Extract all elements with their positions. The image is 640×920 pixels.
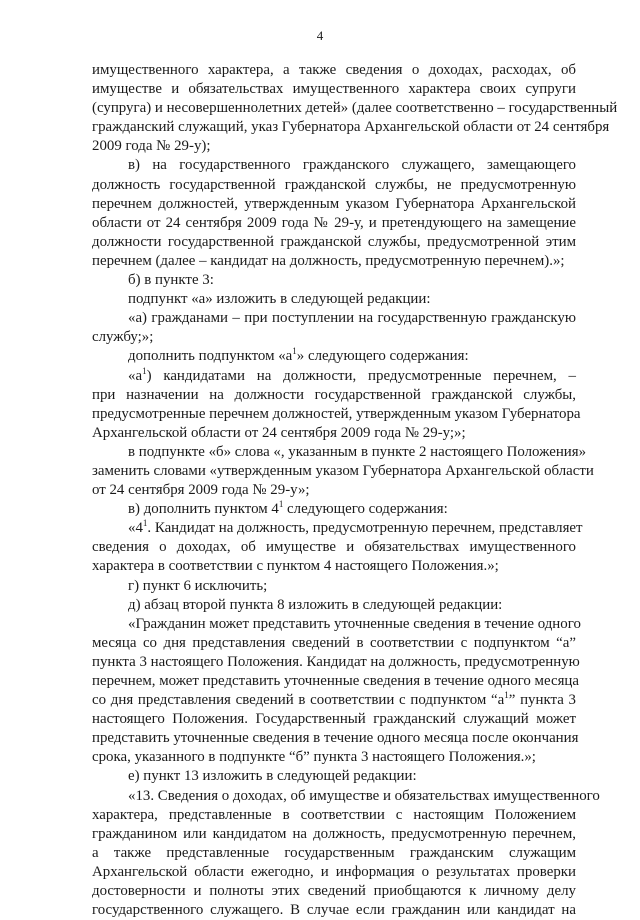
text-line xyxy=(92,901,576,920)
line-text-continued: следующего содержания: xyxy=(283,501,448,518)
line-text: предусмотренные перечнем должностей, утвержденным указом Губернатора xyxy=(92,405,581,422)
line-text: «а) гражданами – при поступлении на государственную гражданскую xyxy=(128,310,576,327)
line-text: области от 24 сентября 2009 года № 29-у, и претендующего на замещение xyxy=(92,214,576,231)
text-line xyxy=(92,367,576,386)
text-line xyxy=(92,500,576,519)
text-line xyxy=(92,634,576,653)
text-line xyxy=(92,252,576,271)
line-text: гражданский служащий, указ Губернатора Архангельской области от 24 сентября xyxy=(92,119,610,136)
text-line xyxy=(92,577,576,596)
text-line xyxy=(92,825,576,844)
line-text: представить уточненные сведения в течение одного месяца после окончания xyxy=(92,730,579,747)
line-text: от 24 сентября 2009 года № 29-у»; xyxy=(92,482,310,499)
text-line xyxy=(92,347,576,366)
line-text: 2009 года № 29-у); xyxy=(92,138,211,155)
line-text: месяца со дня представления сведений в соответствии с подпунктом “а” xyxy=(92,634,576,651)
text-line xyxy=(92,557,576,576)
line-text: б) в пункте 3: xyxy=(128,272,214,289)
line-text: характера, представленные в соответствии с настоящим Положением xyxy=(92,806,576,823)
body-text xyxy=(92,61,618,920)
line-text-continued: » следующего содержания: xyxy=(296,348,469,365)
line-text: достоверности и полноты этих сведений приобщаются к личному делу xyxy=(92,883,576,900)
page-number: 4 xyxy=(316,28,324,43)
superscript: 1 xyxy=(278,499,284,510)
text-line xyxy=(92,443,587,462)
line-text-continued: ” пункта 3 xyxy=(508,692,576,709)
text-line xyxy=(92,729,579,748)
line-text: Архангельской области от 24 сентября 2009 года № 29-у;»; xyxy=(92,424,466,441)
text-line xyxy=(92,271,576,290)
line-text: «4 xyxy=(128,520,143,537)
text-line xyxy=(92,61,576,80)
line-text: должности государственной гражданской службы, предусмотренной этим xyxy=(92,233,576,250)
text-line xyxy=(92,99,618,118)
line-text: а также представленные государственным гражданским служащим xyxy=(92,844,576,861)
superscript: 1 xyxy=(292,346,297,357)
text-line xyxy=(92,481,576,500)
text-line xyxy=(92,386,576,405)
text-line xyxy=(92,882,576,901)
text-line xyxy=(92,309,576,328)
line-text: дополнить подпунктом «а xyxy=(128,348,293,365)
line-text: должность государственной гражданской службы, не предусмотренную xyxy=(92,176,576,193)
superscript: 1 xyxy=(142,365,147,376)
line-text: службу;»; xyxy=(92,329,154,346)
text-line xyxy=(92,863,576,882)
line-text: «а xyxy=(128,367,143,384)
text-line xyxy=(92,672,579,691)
line-text: перечнем (далее – кандидат на должность, предусмотренную перечнем).»; xyxy=(92,252,565,269)
text-line xyxy=(92,615,581,634)
superscript: 1 xyxy=(504,690,509,701)
text-line xyxy=(92,424,576,443)
line-text: со дня представления сведений в соответствии с подпунктом “а xyxy=(92,692,505,709)
text-line xyxy=(92,538,576,557)
line-text: д) абзац второй пункта 8 изложить в следующей редакции: xyxy=(128,596,503,613)
text-line xyxy=(92,233,576,252)
line-text: заменить словами «утвержденным указом Губернатора Архангельской области xyxy=(92,462,594,479)
line-text: перечнем должностей, утвержденным указом Губернатора Архангельской xyxy=(92,195,576,212)
line-text: сведения о доходах, об имуществе и обязательствах имущественного xyxy=(92,539,576,556)
text-line xyxy=(92,195,576,214)
text-line xyxy=(92,137,576,156)
text-line xyxy=(92,844,576,863)
line-text: подпункт «а» изложить в следующей редакции: xyxy=(128,291,431,308)
line-text: гражданином или кандидатом на должность, предусмотренную перечнем, xyxy=(92,825,576,842)
text-line xyxy=(92,462,594,481)
line-text: имуществе и обязательствах имущественного характера своих супруги xyxy=(92,81,576,98)
text-line xyxy=(92,328,576,347)
text-line xyxy=(92,290,576,309)
line-text-continued: . Кандидат на должность, предусмотренную перечнем, представляет xyxy=(147,520,583,537)
text-line xyxy=(92,653,580,672)
line-text: «13. Сведения о доходах, об имуществе и обязательствах имущественного xyxy=(128,787,600,804)
text-line xyxy=(92,176,576,195)
text-line xyxy=(92,80,576,99)
line-text-continued: ) кандидатами на должности, предусмотренные перечнем, – xyxy=(146,367,576,384)
line-text: в подпункте «б» слова «, указанным в пункте 2 настоящего Положения» xyxy=(128,443,587,460)
text-line xyxy=(92,596,576,615)
superscript: 1 xyxy=(142,518,148,529)
line-text: е) пункт 13 изложить в следующей редакции: xyxy=(128,768,417,785)
text-line xyxy=(92,787,600,806)
line-text: в) дополнить пунктом 4 xyxy=(128,501,279,518)
line-text: настоящего Положения. Государственный гражданский служащий может xyxy=(92,711,576,728)
line-text: пункта 3 настоящего Положения. Кандидат на должность, предусмотренную xyxy=(92,653,580,670)
text-line xyxy=(92,767,576,786)
text-line xyxy=(92,156,576,175)
text-line xyxy=(92,405,581,424)
line-text: имущественного характера, а также сведения о доходах, расходах, об xyxy=(92,62,576,78)
text-line xyxy=(92,518,583,538)
line-text: характера в соответствии с пунктом 4 настоящего Положения.»; xyxy=(92,558,499,575)
line-text: перечнем, может представить уточненные сведения в течение одного месяца xyxy=(92,673,579,689)
text-line xyxy=(92,710,576,729)
line-text: Архангельской области ежегодно, и информация о результатах проверки xyxy=(92,863,576,880)
line-text: в) на государственного гражданского служащего, замещающего xyxy=(128,157,576,174)
line-text: срока, указанного в подпункте “б” пункта 3 настоящего Положения.»; xyxy=(92,749,536,766)
line-text: (супруга) и несовершеннолетних детей» (далее соответственно – государственный xyxy=(92,100,618,117)
text-line xyxy=(92,748,576,767)
text-line xyxy=(92,118,610,137)
text-line xyxy=(92,691,576,710)
line-text: государственного служащего. В случае если гражданин или кандидат на xyxy=(92,902,576,919)
text-line xyxy=(92,214,576,233)
line-text: при назначении на должности государственной гражданской службы, xyxy=(92,386,576,403)
line-text: «Гражданин может представить уточненные сведения в течение одного xyxy=(128,615,581,632)
line-text: г) пункт 6 исключить; xyxy=(128,577,268,594)
text-line xyxy=(92,806,576,825)
